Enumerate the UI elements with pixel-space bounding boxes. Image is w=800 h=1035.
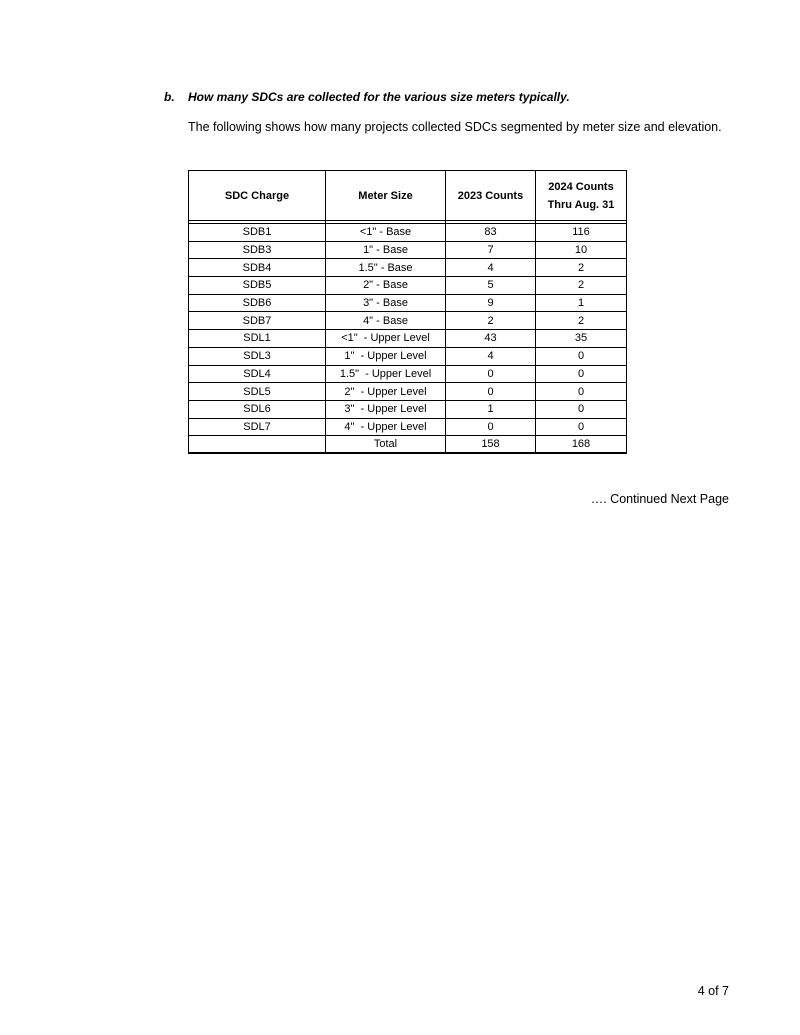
cell-sdc-charge: SDL3 bbox=[189, 347, 326, 365]
question-label: b. bbox=[164, 90, 175, 104]
table-row bbox=[189, 418, 627, 436]
cell-meter-size: 3" - Base bbox=[326, 294, 446, 312]
table-body bbox=[189, 221, 627, 454]
table-row bbox=[189, 224, 627, 242]
page-number: 4 of 7 bbox=[697, 984, 729, 998]
table-row bbox=[189, 347, 627, 365]
cell-2024-count: 0 bbox=[536, 383, 627, 401]
cell-meter-size: 1" - Upper Level bbox=[326, 347, 446, 365]
cell-sdc-charge: SDL4 bbox=[189, 365, 326, 383]
cell-2023-count: 4 bbox=[446, 259, 536, 277]
table-row bbox=[189, 312, 627, 330]
cell-2024-count: 0 bbox=[536, 365, 627, 383]
total-cell-2024-count: 168 bbox=[536, 436, 627, 454]
header-sdc-charge: SDC Charge bbox=[189, 171, 326, 221]
cell-sdc-charge: SDL5 bbox=[189, 383, 326, 401]
cell-sdc-charge: SDL6 bbox=[189, 400, 326, 418]
cell-2024-count: 2 bbox=[536, 312, 627, 330]
cell-sdc-charge: SDL1 bbox=[189, 330, 326, 348]
cell-meter-size: 4" - Base bbox=[326, 312, 446, 330]
cell-2023-count: 5 bbox=[446, 277, 536, 295]
cell-sdc-charge: SDB5 bbox=[189, 277, 326, 295]
cell-sdc-charge: SDB7 bbox=[189, 312, 326, 330]
table-row bbox=[189, 365, 627, 383]
cell-2023-count: 83 bbox=[446, 224, 536, 242]
sdc-counts-table bbox=[188, 170, 627, 454]
total-cell-2023-count: 158 bbox=[446, 436, 536, 454]
cell-meter-size: 1.5" - Upper Level bbox=[326, 365, 446, 383]
table-total-row bbox=[189, 436, 627, 454]
continued-note: …. Continued Next Page bbox=[590, 492, 729, 506]
cell-meter-size: 3" - Upper Level bbox=[326, 400, 446, 418]
cell-2024-count: 0 bbox=[536, 418, 627, 436]
cell-2023-count: 0 bbox=[446, 365, 536, 383]
table-row bbox=[189, 294, 627, 312]
cell-2024-count: 116 bbox=[536, 224, 627, 242]
cell-2023-count: 0 bbox=[446, 418, 536, 436]
cell-meter-size: <1" - Upper Level bbox=[326, 330, 446, 348]
cell-2024-count: 10 bbox=[536, 241, 627, 259]
cell-2023-count: 9 bbox=[446, 294, 536, 312]
cell-2024-count: 0 bbox=[536, 400, 627, 418]
table-row bbox=[189, 259, 627, 277]
cell-sdc-charge: SDL7 bbox=[189, 418, 326, 436]
total-cell-sdc-charge bbox=[189, 436, 326, 454]
cell-2024-count: 35 bbox=[536, 330, 627, 348]
cell-2023-count: 2 bbox=[446, 312, 536, 330]
cell-2023-count: 7 bbox=[446, 241, 536, 259]
cell-sdc-charge: SDB1 bbox=[189, 224, 326, 242]
cell-2023-count: 4 bbox=[446, 347, 536, 365]
cell-meter-size: 1" - Base bbox=[326, 241, 446, 259]
cell-2024-count: 2 bbox=[536, 277, 627, 295]
cell-sdc-charge: SDB3 bbox=[189, 241, 326, 259]
question-text: How many SDCs are collected for the various size meters typically. bbox=[188, 90, 570, 104]
cell-meter-size: 1.5" - Base bbox=[326, 259, 446, 277]
cell-sdc-charge: SDB4 bbox=[189, 259, 326, 277]
cell-2024-count: 2 bbox=[536, 259, 627, 277]
cell-sdc-charge: SDB6 bbox=[189, 294, 326, 312]
header-2024-counts: 2024 Counts Thru Aug. 31 bbox=[536, 171, 627, 221]
table-row bbox=[189, 330, 627, 348]
total-cell-meter-size: Total bbox=[326, 436, 446, 454]
cell-2024-count: 0 bbox=[536, 347, 627, 365]
cell-2023-count: 0 bbox=[446, 383, 536, 401]
cell-2024-count: 1 bbox=[536, 294, 627, 312]
cell-meter-size: <1" - Base bbox=[326, 224, 446, 242]
cell-meter-size: 2" - Upper Level bbox=[326, 383, 446, 401]
cell-2023-count: 1 bbox=[446, 400, 536, 418]
question-heading bbox=[164, 90, 570, 104]
cell-meter-size: 2" - Base bbox=[326, 277, 446, 295]
table-row bbox=[189, 241, 627, 259]
table-row bbox=[189, 277, 627, 295]
cell-2023-count: 43 bbox=[446, 330, 536, 348]
cell-meter-size: 4" - Upper Level bbox=[326, 418, 446, 436]
header-meter-size: Meter Size bbox=[326, 171, 446, 221]
intro-paragraph: The following shows how many projects collected SDCs segmented by meter size and elevation. bbox=[188, 120, 722, 134]
table-header-row bbox=[189, 171, 627, 221]
header-2023-counts: 2023 Counts bbox=[446, 171, 536, 221]
table-row bbox=[189, 383, 627, 401]
table-row bbox=[189, 400, 627, 418]
